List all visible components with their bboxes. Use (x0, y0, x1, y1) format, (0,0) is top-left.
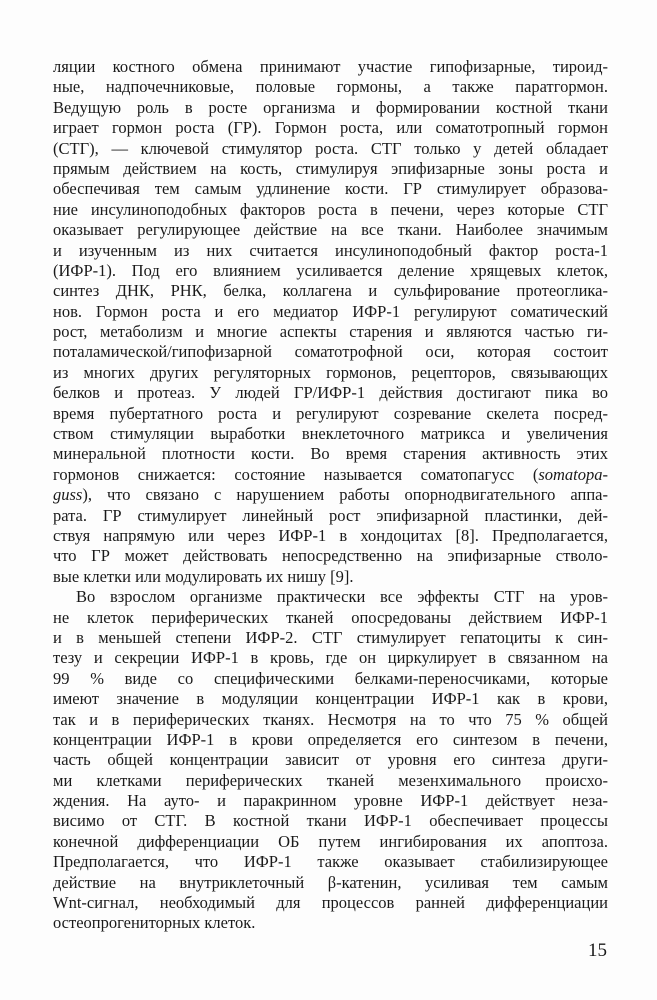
paragraph (53, 57, 608, 587)
text-segment: (ИФР-1). Под его влиянием усиливается деление хрящевых клеток, (53, 260, 608, 280)
text-segment: ные, надпочечниковые, половые гормоны, а также паратгормон. (53, 77, 608, 97)
text-segment: поталамической/гипофизарной соматотрофной оси, которая состоит (53, 342, 608, 362)
text-line (53, 424, 608, 444)
text-line (53, 730, 608, 750)
text-segment: гормонов снижается: состояние называется соматопагусс ( (53, 464, 539, 484)
text-segment: синтез ДНК, РНК, белка, коллагена и сульфирование протеоглика- (53, 281, 608, 301)
text-line (53, 873, 608, 893)
text-segment: висимо от СТГ. В костной ткани ИФР-1 обеспечивает процессы (53, 811, 608, 831)
text-line (53, 383, 608, 403)
text-segment: обеспечивая тем самым удлинение кости. ГР стимулирует образова- (53, 179, 608, 199)
text-segment: и изученным из них считается инсулиноподобный фактор роста-1 (53, 240, 608, 260)
text-line (53, 771, 608, 791)
text-line (53, 669, 608, 689)
text-segment: Wnt-сигнал, необходимый для процессов ранней дифференциации (53, 893, 608, 913)
text-segment: Во взрослом организме практически все эффекты СТГ на уров- (76, 587, 608, 607)
text-line (53, 546, 608, 566)
text-segment: оказывает регулирующее действие на все ткани. Наиболее значимым (53, 220, 608, 240)
text-line (53, 465, 608, 485)
text-segment: прямым действием на кость, стимулируя эпифизарные зоны роста и (53, 158, 608, 178)
text-line (53, 261, 608, 281)
body-text (53, 57, 608, 934)
text-segment: и в меньшей степени ИФР-2. СТГ стимулирует гепатоциты к син- (53, 627, 608, 647)
text-segment: ждения. На ауто- и паракринном уровне ИФР-1 действует неза- (53, 791, 608, 811)
text-segment: имеют значение в модуляции концентрации ИФР-1 как в крови, (53, 689, 608, 709)
text-line (53, 648, 608, 668)
text-line (53, 159, 608, 179)
text-line (53, 506, 608, 526)
text-segment: ством стимуляции выработки внеклеточного матрикса и увеличения (53, 424, 608, 444)
text-line (53, 710, 608, 730)
text-line (53, 281, 608, 301)
text-segment: время пубертатного роста и регулируют созревание скелета посред- (53, 403, 608, 423)
text-line (53, 342, 608, 362)
text-line (53, 893, 608, 913)
text-segment: конечной дифференциации ОБ путем ингибирования их апоптоза. (53, 831, 608, 851)
text-line (53, 913, 608, 933)
text-line (53, 302, 608, 322)
text-segment: вые клетки или модулировать их нишу [9]. (53, 566, 354, 586)
text-line (53, 750, 608, 770)
text-segment: рост, метаболизм и многие аспекты старения и являются частью ги- (53, 322, 608, 342)
text-line (53, 485, 608, 505)
italic-term: somatopa- (538, 464, 608, 484)
text-line (53, 57, 608, 77)
text-segment: остеопрогениторных клеток. (53, 913, 256, 933)
paragraph (53, 587, 608, 934)
text-line (53, 587, 608, 607)
text-line (53, 404, 608, 424)
text-segment: ние инсулиноподобных факторов роста в печени, через которые СТГ (53, 199, 608, 219)
text-segment: Ведущую роль в росте организма и формировании костной ткани (53, 97, 608, 117)
text-segment: (СТГ), — ключевой стимулятор роста. СТГ только у детей обладает (53, 138, 608, 158)
text-line (53, 608, 608, 628)
text-line (53, 689, 608, 709)
text-segment: 99 % виде со специфическими белками-переносчиками, которые (53, 668, 608, 688)
text-segment: ми клетками периферических тканей мезенхимального происхо- (53, 770, 608, 790)
text-segment: ствуя напрямую или через ИФР-1 в хондоцитах [8]. Предполагается, (53, 525, 608, 545)
text-line (53, 567, 608, 587)
text-segment: играет гормон роста (ГР). Гормон роста, или соматотропный гормон (53, 118, 608, 138)
text-line (53, 526, 608, 546)
text-line (53, 791, 608, 811)
text-line (53, 241, 608, 261)
text-line (53, 139, 608, 159)
text-segment: ), что связано с нарушением работы опорнодвигательного аппа- (82, 485, 608, 505)
text-line (53, 811, 608, 831)
text-segment: нов. Гормон роста и его медиатор ИФР-1 регулируют соматический (53, 301, 608, 321)
text-line (53, 98, 608, 118)
text-line (53, 220, 608, 240)
text-line (53, 322, 608, 342)
text-segment: часть общей концентрации зависит от уровня его синтеза други- (53, 750, 608, 770)
text-line (53, 77, 608, 97)
text-segment: Предполагается, что ИФР-1 также оказывает стабилизирующее (53, 852, 608, 872)
text-segment: рата. ГР стимулирует линейный рост эпифизарной пластинки, дей- (53, 505, 608, 525)
text-segment: концентрации ИФР-1 в крови определяется его синтезом в печени, (53, 729, 608, 749)
text-segment: из многих других регуляторных гормонов, рецепторов, связывающих (53, 362, 608, 382)
text-line (53, 179, 608, 199)
text-segment: не клеток периферических тканей опосредованы действием ИФР-1 (53, 607, 608, 627)
text-line (53, 852, 608, 872)
text-segment: действие на внутриклеточный β-катенин, усиливая тем самым (53, 872, 608, 892)
page-number: 15 (588, 940, 607, 961)
italic-term: guss (53, 485, 83, 505)
text-segment: так и в периферических тканях. Несмотря на то что 75 % общей (53, 709, 608, 729)
text-segment: белков и протеаз. У людей ГР/ИФР-1 действия достигают пика во (53, 383, 608, 403)
text-line (53, 363, 608, 383)
text-segment: тезу и секреции ИФР-1 в кровь, где он циркулирует в связанном на (53, 648, 608, 668)
text-segment: минеральной плотности кости. Во время старения активность этих (53, 444, 608, 464)
text-line (53, 628, 608, 648)
text-segment: ляции костного обмена принимают участие гипофизарные, тироид- (53, 57, 608, 76)
text-segment: что ГР может действовать непосредственно на эпифизарные стволо- (53, 546, 608, 566)
text-line (53, 444, 608, 464)
text-line (53, 832, 608, 852)
text-line (53, 200, 608, 220)
text-line (53, 118, 608, 138)
